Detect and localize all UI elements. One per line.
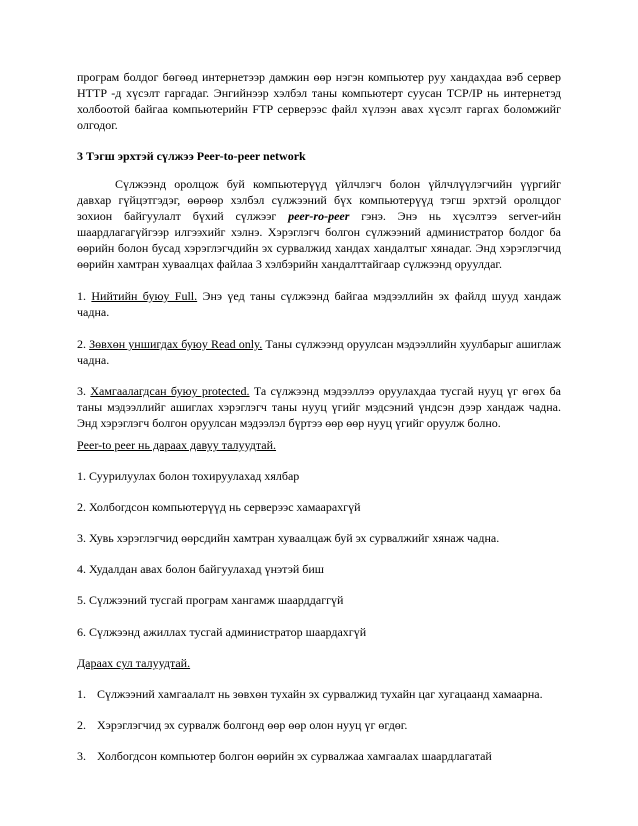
disadvantage-item: 1. Сүлжээний хамгаалалт нь зөвхөн тухайн эх сурвалжид тухайн цаг хугацаанд хамаарна. <box>77 687 543 701</box>
advantage-item: 4. Худалдан авах болон байгуулахад үнэтэй биш <box>77 562 325 576</box>
advantages-heading: Peer-to peer нь дараах давуу талуудтай. <box>77 438 277 452</box>
access-item-1: 1. Нийтийн буюу Full. Энэ үед таны сүлжээнд байгаа мэдээллийн эх файлд шууд хандаж чадна. <box>77 289 562 319</box>
section-title: 3 Тэгш эрхтэй сүлжээ Peer-to-peer network <box>77 149 306 163</box>
access-label-full: Нийтийн буюу Full. <box>91 289 198 303</box>
advantage-item: 1. Суурилуулах болон тохируулахад хялбар <box>77 469 300 483</box>
section-paragraph-part-a: Сүлжээнд оролцож буй компьютерүүд үйлчлэгч болон үйлчлүүлэгчийн үүргийг давхар гүйцэтгэдэг, өөрөөр хэлбэл сүлжээний бүх компьютерүүд тэгш эрхтэй оролцдог зохион байгуулалт бүхий сүлжээг <box>77 177 561 223</box>
advantage-item: 2. Холбогдсон компьютерүүд нь серверээс хамаарахгүй <box>77 500 361 514</box>
access-item-2: 2. Зөвхөн уншигдах буюу Read only. Таны сүлжээнд оруулсан мэдээллийн хуулбарыг ашиглаж чадна. <box>77 337 562 367</box>
section-paragraph-part-b: гэнэ. Энэ нь хүсэлтээ server-ийн шаардлагагүйгээр илгээхийг хэлнэ. Хэрэглэгч болгон сүлжээний администратор болдог ба өөрийн болон бусад хэрэглэгчдийн эх сурвалжид хандах хандалтыг хянадаг. Энд хэрэглэгчид өөрийн хамтран хуваалцах файлаа 3 хэлбэрийн хандалттайгаар сүлжээнд оруулдаг. <box>77 209 561 271</box>
intro-paragraph: програм болдог бөгөөд интернетээр дамжин өөр нэгэн компьютер руу хандахдаа вэб сервер HTTP -д хүсэлт гаргадаг. Энгийнээр хэлбэл таны компьютерт суусан TCP/IP нь интернетэд холбоотой байгаа компьютерийн FTP серверээс файл хүлээн авах хүсэлт гаргах боломжийг олгодог. <box>77 70 561 132</box>
section-paragraph <box>77 176 561 272</box>
access-label-readonly: Зөвхөн уншигдах буюу Read only. <box>89 337 263 351</box>
access-label-protected: Хамгаалагдсан буюу protected. <box>90 384 250 398</box>
disadvantage-item: 3. Холбогдсон компьютер болгон өөрийн эх сурвалжаа хамгаалах шаардлагатай <box>77 749 492 763</box>
access-item-3: 3. Хамгаалагдсан буюу protected. Та сүлжээнд мэдээллээ оруулахдаа тусгай нууц үг өгөх ба таны мэдээллийг ашиглах хэрэглэгч таны нууц үгийг мэдсэний үндсэн дээр хандаж чадна. Энд хэрэглэгч болгон оруулсан мэдээлэл бүртээ өөр өөр нууц үгийг оруулж болно. <box>77 384 561 430</box>
advantage-item: 5. Сүлжээний тусгай програм хангамж шаарддаггүй <box>77 593 344 607</box>
disadvantages-heading: Дараах сул талуудтай. <box>77 656 191 670</box>
peer-term: peer-ro-peer <box>288 209 350 223</box>
advantage-item: 6. Сүлжээнд ажиллах тусгай администратор шаардахгүй <box>77 625 367 639</box>
disadvantage-item: 2. Хэрэглэгчид эх сурвалж болгонд өөр өөр олон нууц үг өгдөг. <box>77 718 408 732</box>
advantage-item: 3. Хувь хэрэглэгчид өөрсдийн хамтран хуваалцаж буй эх сурвалжийг хянаж чадна. <box>77 531 500 545</box>
